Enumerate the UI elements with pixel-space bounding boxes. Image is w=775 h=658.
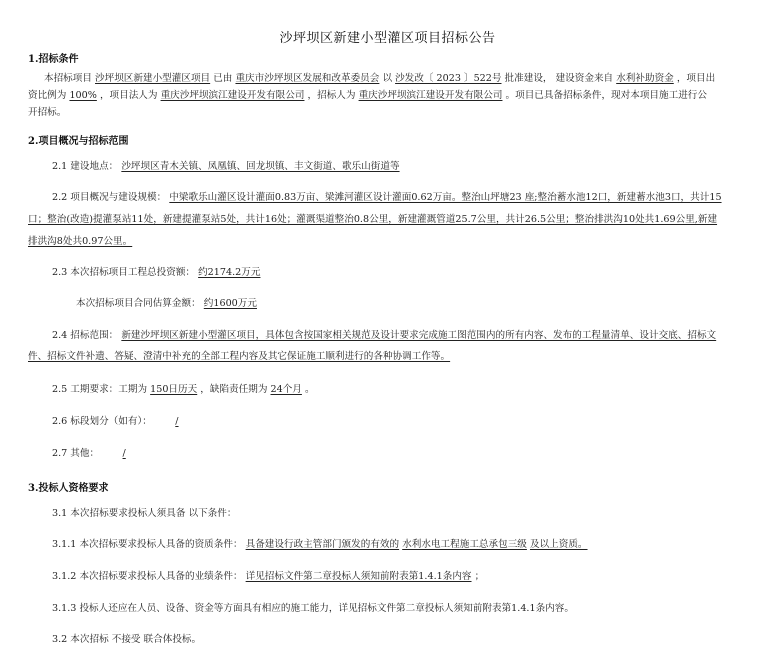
s2-2-scale-line-2: 口；整治(改造)提灌泵站11处，新建提灌泵站5处，共计16处；灌溉渠道整治0.8公里，新建灌溉管道25.7公里，共计26.5公里；整治排洪沟10处共1.69公里,新建 (28, 214, 718, 225)
other-value: / (122, 448, 126, 459)
qualification-suffix: 及以上资质。 (529, 539, 588, 550)
text: 资比例为 (28, 90, 67, 101)
text: 。 (304, 384, 315, 395)
period-value: 150日历天 (150, 384, 198, 395)
legal-entity: 重庆沙坪坝滨江建设开发有限公司 (160, 90, 305, 101)
lot-value: / (175, 416, 179, 427)
text: ，项目出 (676, 73, 716, 84)
s2-3-contract (76, 297, 257, 310)
text: ，招标人为 (307, 90, 356, 101)
label: 2.5 工期要求：工期为 (52, 384, 148, 395)
s1-line-3: 开招标。 (28, 107, 67, 118)
section-3-heading: 3.投标人资格要求 (28, 483, 109, 494)
label: 3.1.2 本次招标要求投标人具备的业绩条件： (52, 571, 243, 582)
label: 2.1 建设地点： (52, 161, 119, 172)
text: ，缺陷责任期为 (200, 384, 268, 395)
section-1-heading: 1.招标条件 (28, 54, 79, 65)
location-value: 沙坪坝区青木关镇、凤凰镇、回龙坝镇、丰文街道、歌乐山街道等 (121, 161, 400, 172)
text: 。项目已具备招标条件，现对本项目施工进行公 (505, 90, 707, 101)
s1-line-2 (28, 89, 707, 102)
text: 已由 (213, 73, 233, 84)
label: 3.1.1 本次招标要求投标人具备的资质条件： (52, 539, 243, 550)
s1-line-1 (44, 72, 715, 85)
label: 2.7 其他： (52, 448, 100, 459)
tenderer: 重庆沙坪坝滨江建设开发有限公司 (358, 90, 503, 101)
s2-4-scope-line-1 (52, 329, 716, 342)
s2-7-other (52, 447, 146, 460)
s3-1-2-performance (52, 570, 484, 583)
text: 以 (382, 73, 393, 84)
scope-value: 新建沙坪坝区新建小型灌区项目，具体包含按国家相关规范及设计要求完成施工图范围内的所有内容、发布的工程量清单、设计交底、招标文 (121, 330, 717, 341)
s2-3-investment (52, 266, 260, 279)
approver: 重庆市沙坪坝区发展和改革委员会 (235, 73, 380, 84)
s2-1-location (52, 160, 400, 173)
label: 2.4 招标范围： (52, 330, 119, 341)
s2-2-scale-line-1 (52, 191, 722, 204)
qualification-level: 水利水电工程施工总承包三级 (402, 539, 527, 550)
s2-6-lots (52, 415, 199, 428)
contract-value: 约1600万元 (203, 298, 257, 309)
text: 批准建设， 建设资金来自 (504, 73, 614, 84)
text: ，项目法人为 (99, 90, 158, 101)
investment-value: 约2174.2万元 (198, 267, 261, 278)
s3-1-1-qualification (52, 538, 588, 551)
label: 2.6 标段划分（如有）： (52, 416, 152, 427)
s3-1-3-capability: 3.1.3 投标人还应在人员、设备、资金等方面具有相应的施工能力，详见招标文件第二章投标人须知前附表第1.4.1条内容。 (52, 603, 574, 614)
section-2-heading: 2.项目概况与招标范围 (28, 136, 129, 147)
funding-ratio: 100% (69, 90, 97, 101)
label: 本次招标项目合同估算金额： (76, 298, 201, 309)
s2-2-scale-line-3: 排洪沟8处共0.97公里。 (28, 236, 133, 247)
text: ； (474, 571, 485, 582)
text: 本招标项目 (44, 73, 92, 84)
project-name: 沙坪坝区新建小型灌区项目 (95, 73, 211, 84)
qualification-text: 具备建设行政主管部门颁发的有效的 (245, 539, 400, 550)
s2-4-scope-line-2: 件、招标文件补遗、答疑、澄清中补充的全部工程内容及其它保证施工顺利进行的各种协调工作等。 (28, 351, 451, 362)
label: 2.3 本次招标项目工程总投资额： (52, 267, 196, 278)
s3-2-consortium: 3.2 本次招标 不接受 联合体投标。 (52, 634, 202, 645)
defect-period-value: 24个月 (270, 384, 302, 395)
s2-5-period (52, 383, 315, 396)
fund-source: 水利补助资金 (616, 73, 674, 84)
approval-number: 沙发改〔 2023 〕522号 (395, 73, 502, 84)
label: 2.2 项目概况与建设规模： (52, 192, 167, 203)
performance-value: 详见招标文件第二章投标人须知前附表第1.4.1条内容 (245, 571, 472, 582)
scale-value: 中梁歌乐山灌区设计灌面0.83万亩、梁滩河灌区设计灌面0.62万亩。整治山坪塘23 座;整治蓄水池12口，新建蓄水池3口，共计15 (169, 192, 722, 203)
page-title: 沙坪坝区新建小型灌区项目招标公告 (279, 31, 496, 46)
s3-1: 3.1 本次招标要求投标人须具备 以下条件： (52, 508, 237, 519)
